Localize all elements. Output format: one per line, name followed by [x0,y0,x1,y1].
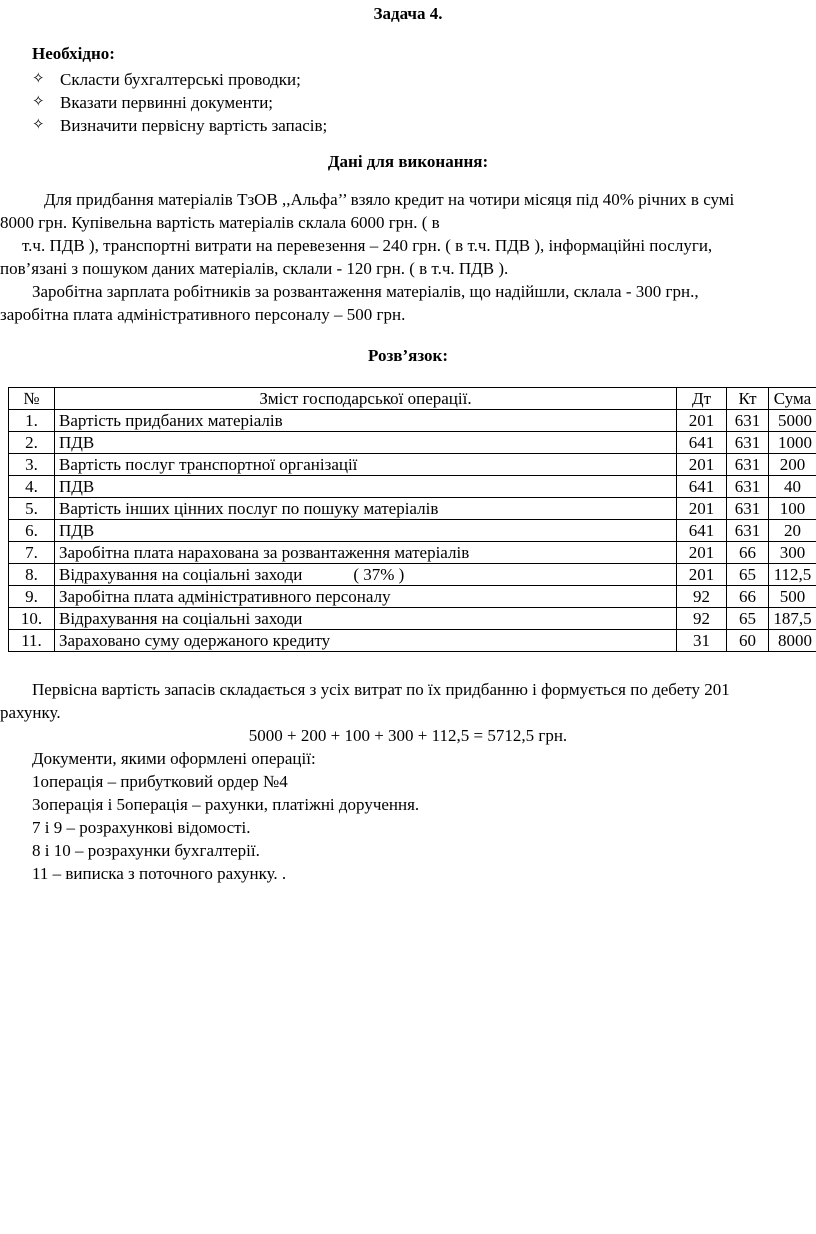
row-credit: 631 [727,476,769,498]
column-header-content: Зміст господарської операції. [55,388,677,410]
row-description: Вартість інших цінних послуг по пошуку матеріалів [55,498,677,520]
table-row [9,454,816,476]
table-row [9,520,816,542]
column-header-sum: Сума [769,388,816,410]
row-debit: 92 [677,608,727,630]
table-row [9,608,816,630]
star-bullet-icon: ✧ [32,94,45,110]
row-description: Відрахування на соціальні заходи ( 37% ) [55,564,677,586]
task-paragraph-2 [0,280,808,326]
row-sum: 100 [769,498,816,520]
row-description: ПДВ [55,432,677,454]
row-description: ПДВ [55,520,677,542]
operations-table [8,387,816,652]
row-number: 1. [9,410,55,432]
star-bullet-icon: ✧ [32,71,45,87]
column-header-debit: Дт [677,388,727,410]
row-description: Відрахування на соціальні заходи [55,608,677,630]
documents-heading: Документи, якими оформлені операції: [32,749,316,768]
row-debit: 201 [677,564,727,586]
list-item: 11 – виписка з поточного рахунку. . [32,864,287,883]
row-number: 8. [9,564,55,586]
table-row [9,564,816,586]
column-header-number: № [9,388,55,410]
row-description: Заробітна плата адміністративного персоналу [55,586,677,608]
paragraph-line: т.ч. ПДВ ), транспортні витрати на перевезення – 240 грн. ( в т.ч. ПДВ ), інформаційні послуги, [22,236,713,255]
row-credit: 66 [727,586,769,608]
row-debit: 201 [677,410,727,432]
row-credit: 65 [727,564,769,586]
row-debit: 641 [677,520,727,542]
paragraph-line: Для придбання матеріалів ТзОВ ,,Альфа’’ взяло кредит на чотири місяця під 40% річних в сумі [44,190,735,209]
list-item: 7 і 9 – розрахункові відомості. [32,818,251,837]
row-credit: 631 [727,498,769,520]
row-number: 3. [9,454,55,476]
row-credit: 60 [727,630,769,652]
row-sum: 8000 [769,630,816,652]
list-item [32,91,327,114]
list-item-text: Скласти бухгалтерські проводки; [60,70,301,89]
row-sum: 187,5 [769,608,816,630]
paragraph-line: Первісна вартість запасів складається з усіх витрат по їх придбанню і формується по дебету 201 [32,680,730,699]
paragraph-line: 8000 грн. Купівельна вартість матеріалів склала 6000 грн. ( в [0,213,440,232]
row-number: 2. [9,432,55,454]
cost-formula: 5000 + 200 + 100 + 300 + 112,5 = 5712,5 грн. [248,726,568,745]
row-sum: 20 [769,520,816,542]
conclusion-paragraph [0,678,808,724]
column-header-credit: Кт [727,388,769,410]
required-list [32,68,327,137]
row-debit: 201 [677,498,727,520]
row-debit: 31 [677,630,727,652]
row-sum: 300 [769,542,816,564]
row-credit: 631 [727,454,769,476]
paragraph-line: пов’язані з пошуком даних матеріалів, склали - 120 грн. ( в т.ч. ПДВ ). [0,259,509,278]
table-row [9,630,816,652]
row-sum: 5000 [769,410,816,432]
row-number: 11. [9,630,55,652]
row-credit: 65 [727,608,769,630]
row-number: 10. [9,608,55,630]
table-row [9,476,816,498]
row-debit: 201 [677,454,727,476]
star-bullet-icon: ✧ [32,117,45,133]
table-row [9,498,816,520]
list-item [32,68,327,91]
row-debit: 92 [677,586,727,608]
row-debit: 201 [677,542,727,564]
row-description: Заробітна плата нарахована за розвантаження матеріалів [55,542,677,564]
table-row [9,586,816,608]
row-description: Зараховано суму одержаного кредиту [55,630,677,652]
row-description: Вартість послуг транспортної організації [55,454,677,476]
documents-list [32,747,419,885]
row-sum: 200 [769,454,816,476]
table-row [9,410,816,432]
row-number: 4. [9,476,55,498]
paragraph-line: рахунку. [0,703,61,722]
paragraph-line: заробітна плата адміністративного персоналу – 500 грн. [0,305,406,324]
row-sum: 40 [769,476,816,498]
row-number: 6. [9,520,55,542]
table-row [9,542,816,564]
row-description: Вартість придбаних матеріалів [55,410,677,432]
paragraph-line: Заробітна зарплата робітників за розвантаження матеріалів, що надійшли, склала - 300 грн., [32,282,699,301]
row-credit: 631 [727,520,769,542]
row-number: 9. [9,586,55,608]
task-title: Задача 4. [373,4,443,23]
row-debit: 641 [677,476,727,498]
data-heading: Дані для виконання: [327,152,489,171]
row-number: 7. [9,542,55,564]
row-number: 5. [9,498,55,520]
required-heading: Необхідно: [32,44,115,63]
row-sum: 1000 [769,432,816,454]
row-description: ПДВ [55,476,677,498]
row-sum: 112,5 [769,564,816,586]
row-debit: 641 [677,432,727,454]
row-credit: 631 [727,432,769,454]
list-item-text: Визначити первісну вартість запасів; [60,116,328,135]
row-sum: 500 [769,586,816,608]
row-credit: 66 [727,542,769,564]
table-header-row [9,388,816,410]
task-paragraph-1 [0,188,808,280]
list-item-text: Вказати первинні документи; [60,93,274,112]
list-item: 8 і 10 – розрахунки бухгалтерії. [32,841,260,860]
list-item [32,114,327,137]
solution-heading: Розв’язок: [367,346,449,365]
table-row [9,432,816,454]
list-item: 3операція і 5операція – рахунки, платіжні доручення. [32,795,420,814]
list-item: 1операція – прибутковий ордер №4 [32,772,288,791]
row-credit: 631 [727,410,769,432]
